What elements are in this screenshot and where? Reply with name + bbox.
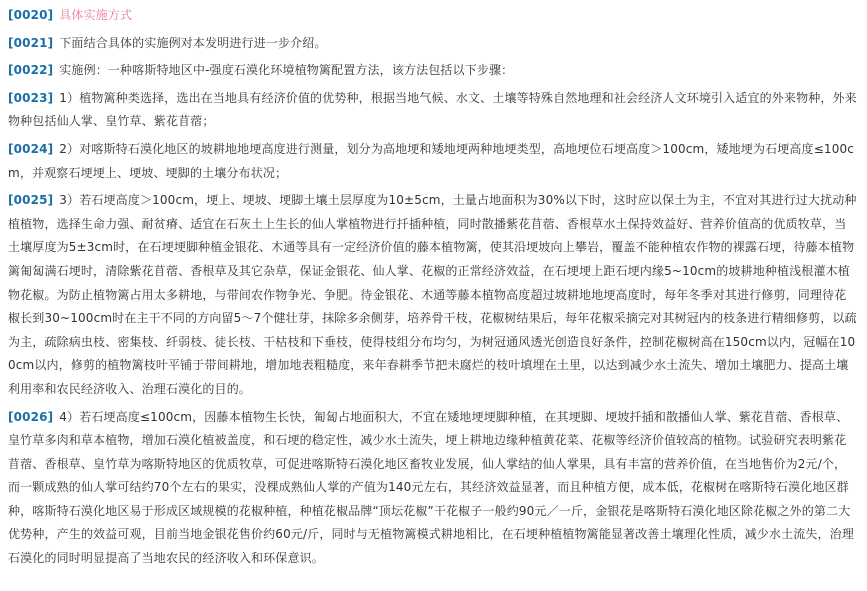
paragraph-0021 xyxy=(8,32,857,56)
paragraph-0025 xyxy=(8,189,857,401)
paragraph-text: 实施例：一种喀斯特地区中-强度石漠化环境植物篱配置方法，该方法包括以下步骤： xyxy=(59,63,514,78)
paragraph-number: [0024] xyxy=(8,141,54,156)
paragraph-number: [0023] xyxy=(8,90,54,105)
paragraph-0024 xyxy=(8,138,857,185)
paragraph-0023 xyxy=(8,87,857,134)
paragraph-0020 xyxy=(8,4,857,28)
paragraph-number: [0025] xyxy=(8,193,54,208)
paragraph-0022 xyxy=(8,59,857,83)
paragraph-text: 4）若石埂高度≤100cm，因藤本植物生长快，匍匐占地面积大，不宜在矮地埂埂脚种植，在其埂脚、埂坡扦插和散播仙人掌、紫花苜蓿、香根草、皇竹草多肉和草本植物，增加石漠化植被盖度，和石埂的稳定性，减少水土流失，埂上耕地边缘种植黄花菜、花椒等经济价值较高的植物。试验研究表明紫花苜蓿、香根草、皇竹草为喀斯特地区的优质牧草，可促进喀斯特石漠化地区畜牧业发展，仙人掌结的仙人掌果，具有丰富的营养价值，在当地售价为2元/个，而一颗成熟的仙人掌可结约70个左右的果实，没棵成熟仙人掌的产值为140元左右，其经济效益显著，而且种植方便，成本低，花椒树在喀斯特石漠化地区群种，喀斯特石漠化地区易于形成区域规模的花椒种植，种植花椒品牌“顶坛花椒”干花椒子一般约90元／一斤，金银花是喀斯特石漠化地区除花椒之外的第二大优势种，产生的效益可观，目前当地金银花售价约60元/斤，同时与无植物篱模式耕地相比，在石埂种植植物篱能显著改善土壤理化性质，减少水土流失，治理石漠化的同时明显提高了当地农民的经济收入和环保意识。 xyxy=(8,409,854,566)
paragraph-text: 3）若石埂高度＞100cm，埂上、埂坡、埂脚土壤土层厚度为10±5cm，土量占地面积为30%以下时，这时应以保土为主，不宜对其进行过大扰动种植植物，选择生命力强、耐贫瘠、适宜在石灰土上生长的仙人掌植物进行扦插种植，同时散播紫花苜蓿、香根草水土保持效益好、营养价值高的优质牧草，当土壤厚度为5±3cm时，在石埂埂脚种植金银花、木通等具有一定经济价值的藤本植物篱，使其沿埂坡向上攀岩，覆盖不能种植农作物的裸露石埂，待藤本植物篱匍匐满石埂时，清除紫花苜蓿、香根草及其它杂草，保证金银花、仙人掌、花椒的正常经济效益，在石埂埂上距石埂内缘5~10cm的坡耕地种植浅根灌木植物花椒。为防止植物篱占用太多耕地，与带间农作物争光、争肥。待金银花、木通等藤本植物高度超过坡耕地地埂高度时，每年冬季对其进行修剪，同理待花椒长到30~100cm时在主干不同的方向留5～7个健壮芽，抹除多余侧芽，培养骨干枝，花椒树结果后，每年花椒采摘完对其树冠内的枝条进行精细修剪，以疏为主，疏除病虫枝、密集枝、纤弱枝、徒长枝、干枯枝和下垂枝，使得枝组分布均匀，为树冠通风透光创造良好条件，控制花椒树高在150cm以内，冠幅在100cm以内，修剪的植物篱枝叶平铺于带间耕地，增加地表粗糙度，来年春耕季节把未腐烂的枝叶填埋在土里，以达到减少水土流失、增加土壤肥力、提高土壤利用率和农民经济收入、治理石漠化的目的。 xyxy=(8,193,857,396)
section-heading: 具体实施方式 xyxy=(59,8,133,22)
paragraph-number: [0026] xyxy=(8,409,54,424)
paragraph-text: 下面结合具体的实施例对本发明进行进一步介绍。 xyxy=(59,35,327,50)
paragraph-number: [0022] xyxy=(8,63,54,78)
paragraph-text: 2）对喀斯特石漠化地区的坡耕地地埂高度进行测量，划分为高地埂和矮地埂两种地埂类型，高地埂位石埂高度＞100cm，矮地埂为石埂高度≤100cm，并观察石埂埂上、埂坡、埂脚的土壤分布状况； xyxy=(8,141,855,180)
paragraph-number: [0020] xyxy=(8,8,54,22)
paragraph-0026 xyxy=(8,406,857,571)
paragraph-text: 1）植物篱种类选择，选出在当地具有经济价值的优势种，根据当地气候、水文、土壤等特殊自然地理和社会经济人文环境引入适宜的外来物种，外来物种包括仙人掌、皇竹草、紫花苜蓿； xyxy=(8,90,857,129)
paragraph-number: [0021] xyxy=(8,35,54,50)
